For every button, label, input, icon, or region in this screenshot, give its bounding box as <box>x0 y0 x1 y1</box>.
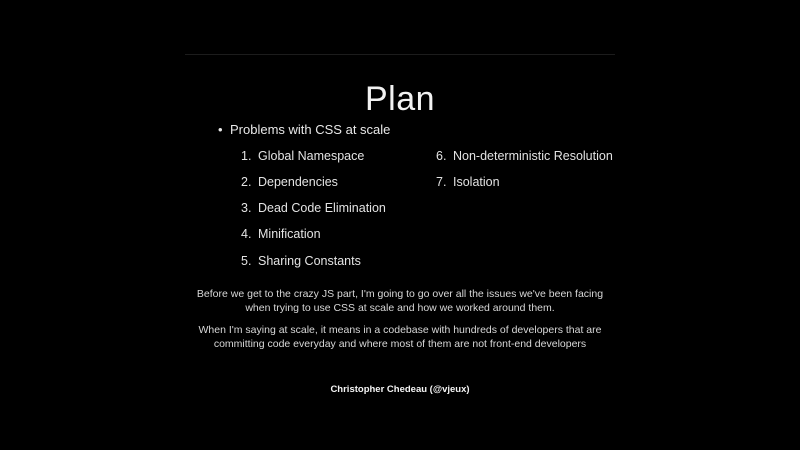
list-item-label: Non-deterministic Resolution <box>453 149 613 163</box>
list-item <box>436 149 613 163</box>
bullet-marker: • <box>218 122 223 137</box>
list-item-number: 1. <box>241 149 252 163</box>
list-item-number: 4. <box>241 227 252 241</box>
list-item <box>436 175 500 189</box>
list-item-label: Sharing Constants <box>258 254 361 268</box>
main-bullet <box>218 122 390 137</box>
list-item <box>241 149 364 163</box>
list-item-number: 6. <box>436 149 447 163</box>
list-item <box>241 175 338 189</box>
list-item-label: Global Namespace <box>258 149 365 163</box>
author-credit: Christopher Chedeau (@vjeux) <box>330 384 470 395</box>
slide-title: Plan <box>364 80 436 118</box>
list-item-label: Dead Code Elimination <box>258 201 386 215</box>
main-bullet-label: Problems with CSS at scale <box>230 122 391 137</box>
list-item-label: Dependencies <box>258 175 338 189</box>
speaker-notes-paragraph-1: Before we get to the crazy JS part, I'm going to go over all the issues we've been facing when trying to use CSS at scale and how we worked around them. <box>196 288 604 314</box>
list-item-number: 2. <box>241 175 252 189</box>
list-item-number: 7. <box>436 175 447 189</box>
speaker-notes-paragraph-2: When I'm saying at scale, it means in a codebase with hundreds of developers that are committing code everyday and where most of them are not front-end developers <box>198 324 602 350</box>
list-item <box>241 201 386 215</box>
list-item <box>241 254 361 268</box>
list-item-label: Isolation <box>453 175 500 189</box>
list-item-label: Minification <box>258 227 321 241</box>
list-item-number: 3. <box>241 201 252 215</box>
list-item <box>241 227 321 241</box>
top-divider <box>185 54 615 55</box>
list-item-number: 5. <box>241 254 252 268</box>
